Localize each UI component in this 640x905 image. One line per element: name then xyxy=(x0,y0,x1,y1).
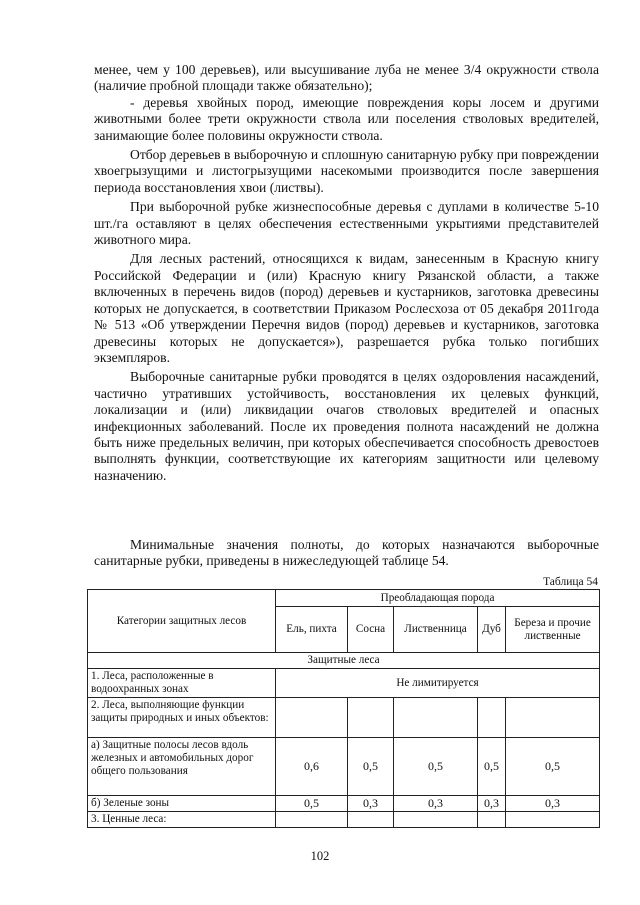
value-cell: 0,3 xyxy=(394,796,478,812)
value-cell xyxy=(394,812,478,828)
header-species-pine: Сосна xyxy=(348,607,394,653)
header-species-group: Преобладающая порода xyxy=(276,590,600,607)
header-species-larch: Лиственница xyxy=(394,607,478,653)
paragraph-1: менее, чем у 100 деревьев), или высушивание луба не менее 3/4 окружности ствола (наличие пробной площади также обязательно); xyxy=(94,62,599,94)
value-cell xyxy=(348,812,394,828)
table-intro xyxy=(94,537,599,570)
value-cell: 0,3 xyxy=(478,796,506,812)
table-label: Таблица 54 xyxy=(543,576,598,588)
header-species-birch: Береза и прочие лиственные xyxy=(506,607,600,653)
paragraph-5: Для лесных растений, относящихся к видам, занесенным в Красную книгу Российской Федерации и (или) Красную книгу Рязанской области, а также включенных в перечень видов (пород) деревьев и кустарников, заготовка древесины которых не допускается, в соответствии Приказом Рослесхоза от 05 декабря 2011года № 513 «Об утверждении Перечня видов (пород) деревьев и кустарников, заготовка древесины которых не допускается»), разрешается рубка только погибших экземпляров. xyxy=(94,251,599,365)
table-header-row-1 xyxy=(88,590,600,607)
paragraph-4: При выборочной рубке жизнеспособные деревья с дуплами в количестве 5-10 шт./га оставляют в целях обеспечения естественными укрытиями представителей животного мира. xyxy=(94,199,599,248)
row-category: б) Зеленые зоны xyxy=(88,796,276,812)
value-cell: 0,5 xyxy=(478,738,506,796)
value-cell: 0,5 xyxy=(348,738,394,796)
value-cell xyxy=(276,698,348,738)
value-cell xyxy=(276,812,348,828)
value-cell xyxy=(506,698,600,738)
value-cell: 0,6 xyxy=(276,738,348,796)
table-row xyxy=(88,796,600,812)
header-species-spruce: Ель, пихта xyxy=(276,607,348,653)
table-intro-text: Минимальные значения полноты, до которых назначаются выборочные санитарные рубки, приведены в нижеследующей таблице 54. xyxy=(94,537,599,569)
row-category: 1. Леса, расположенные в водоохранных зонах xyxy=(88,669,276,698)
value-cell: 0,5 xyxy=(506,738,600,796)
row-category: а) Защитные полосы лесов вдоль железных и автомобильных дорог общего пользования xyxy=(88,738,276,796)
table-section-row xyxy=(88,653,600,669)
table-row xyxy=(88,669,600,698)
value-cell xyxy=(478,812,506,828)
section-title: Защитные леса xyxy=(88,653,600,669)
row-category: 3. Ценные леса: xyxy=(88,812,276,828)
value-cell xyxy=(506,812,600,828)
value-cell xyxy=(394,698,478,738)
page-number: 102 xyxy=(310,849,330,863)
merged-value-cell: Не лимитируется xyxy=(276,669,600,698)
row-category: 2. Леса, выполняющие функции защиты природных и иных объектов: xyxy=(88,698,276,738)
table-row xyxy=(88,738,600,796)
value-cell: 0,3 xyxy=(348,796,394,812)
value-cell xyxy=(478,698,506,738)
value-cell: 0,3 xyxy=(506,796,600,812)
paragraph-3: Отбор деревьев в выборочную и сплошную санитарную рубку при повреждении хвоегрызущими и листогрызущими насекомыми производится после завершения периода восстановления хвои (листвы). xyxy=(94,147,599,195)
paragraph-2: - деревья хвойных пород, имеющие повреждения коры лосем и другими животными более трети окружности ствола или поселения стволовых вредителей, занимающие более половины окружности ствола. xyxy=(94,94,599,143)
body-text xyxy=(94,62,599,484)
value-cell xyxy=(348,698,394,738)
table-row xyxy=(88,812,600,828)
stocking-table xyxy=(87,589,600,828)
table-row xyxy=(88,698,600,738)
value-cell: 0,5 xyxy=(276,796,348,812)
header-category: Категории защитных лесов xyxy=(88,590,276,653)
header-species-oak: Дуб xyxy=(478,607,506,653)
paragraph-6: Выборочные санитарные рубки проводятся в целях оздоровления насаждений, частично утративших устойчивость, восстановления их целевых функций, локализации и (или) ликвидации очагов стволовых вредителей и опасных инфекционных заболеваний. После их проведения полнота насаждений не должна быть ниже предельных величин, при которых обеспечивается способность древостоев выполнять функции, соответствующие их категориям защитности или целевому назначению. xyxy=(94,369,599,483)
value-cell: 0,5 xyxy=(394,738,478,796)
